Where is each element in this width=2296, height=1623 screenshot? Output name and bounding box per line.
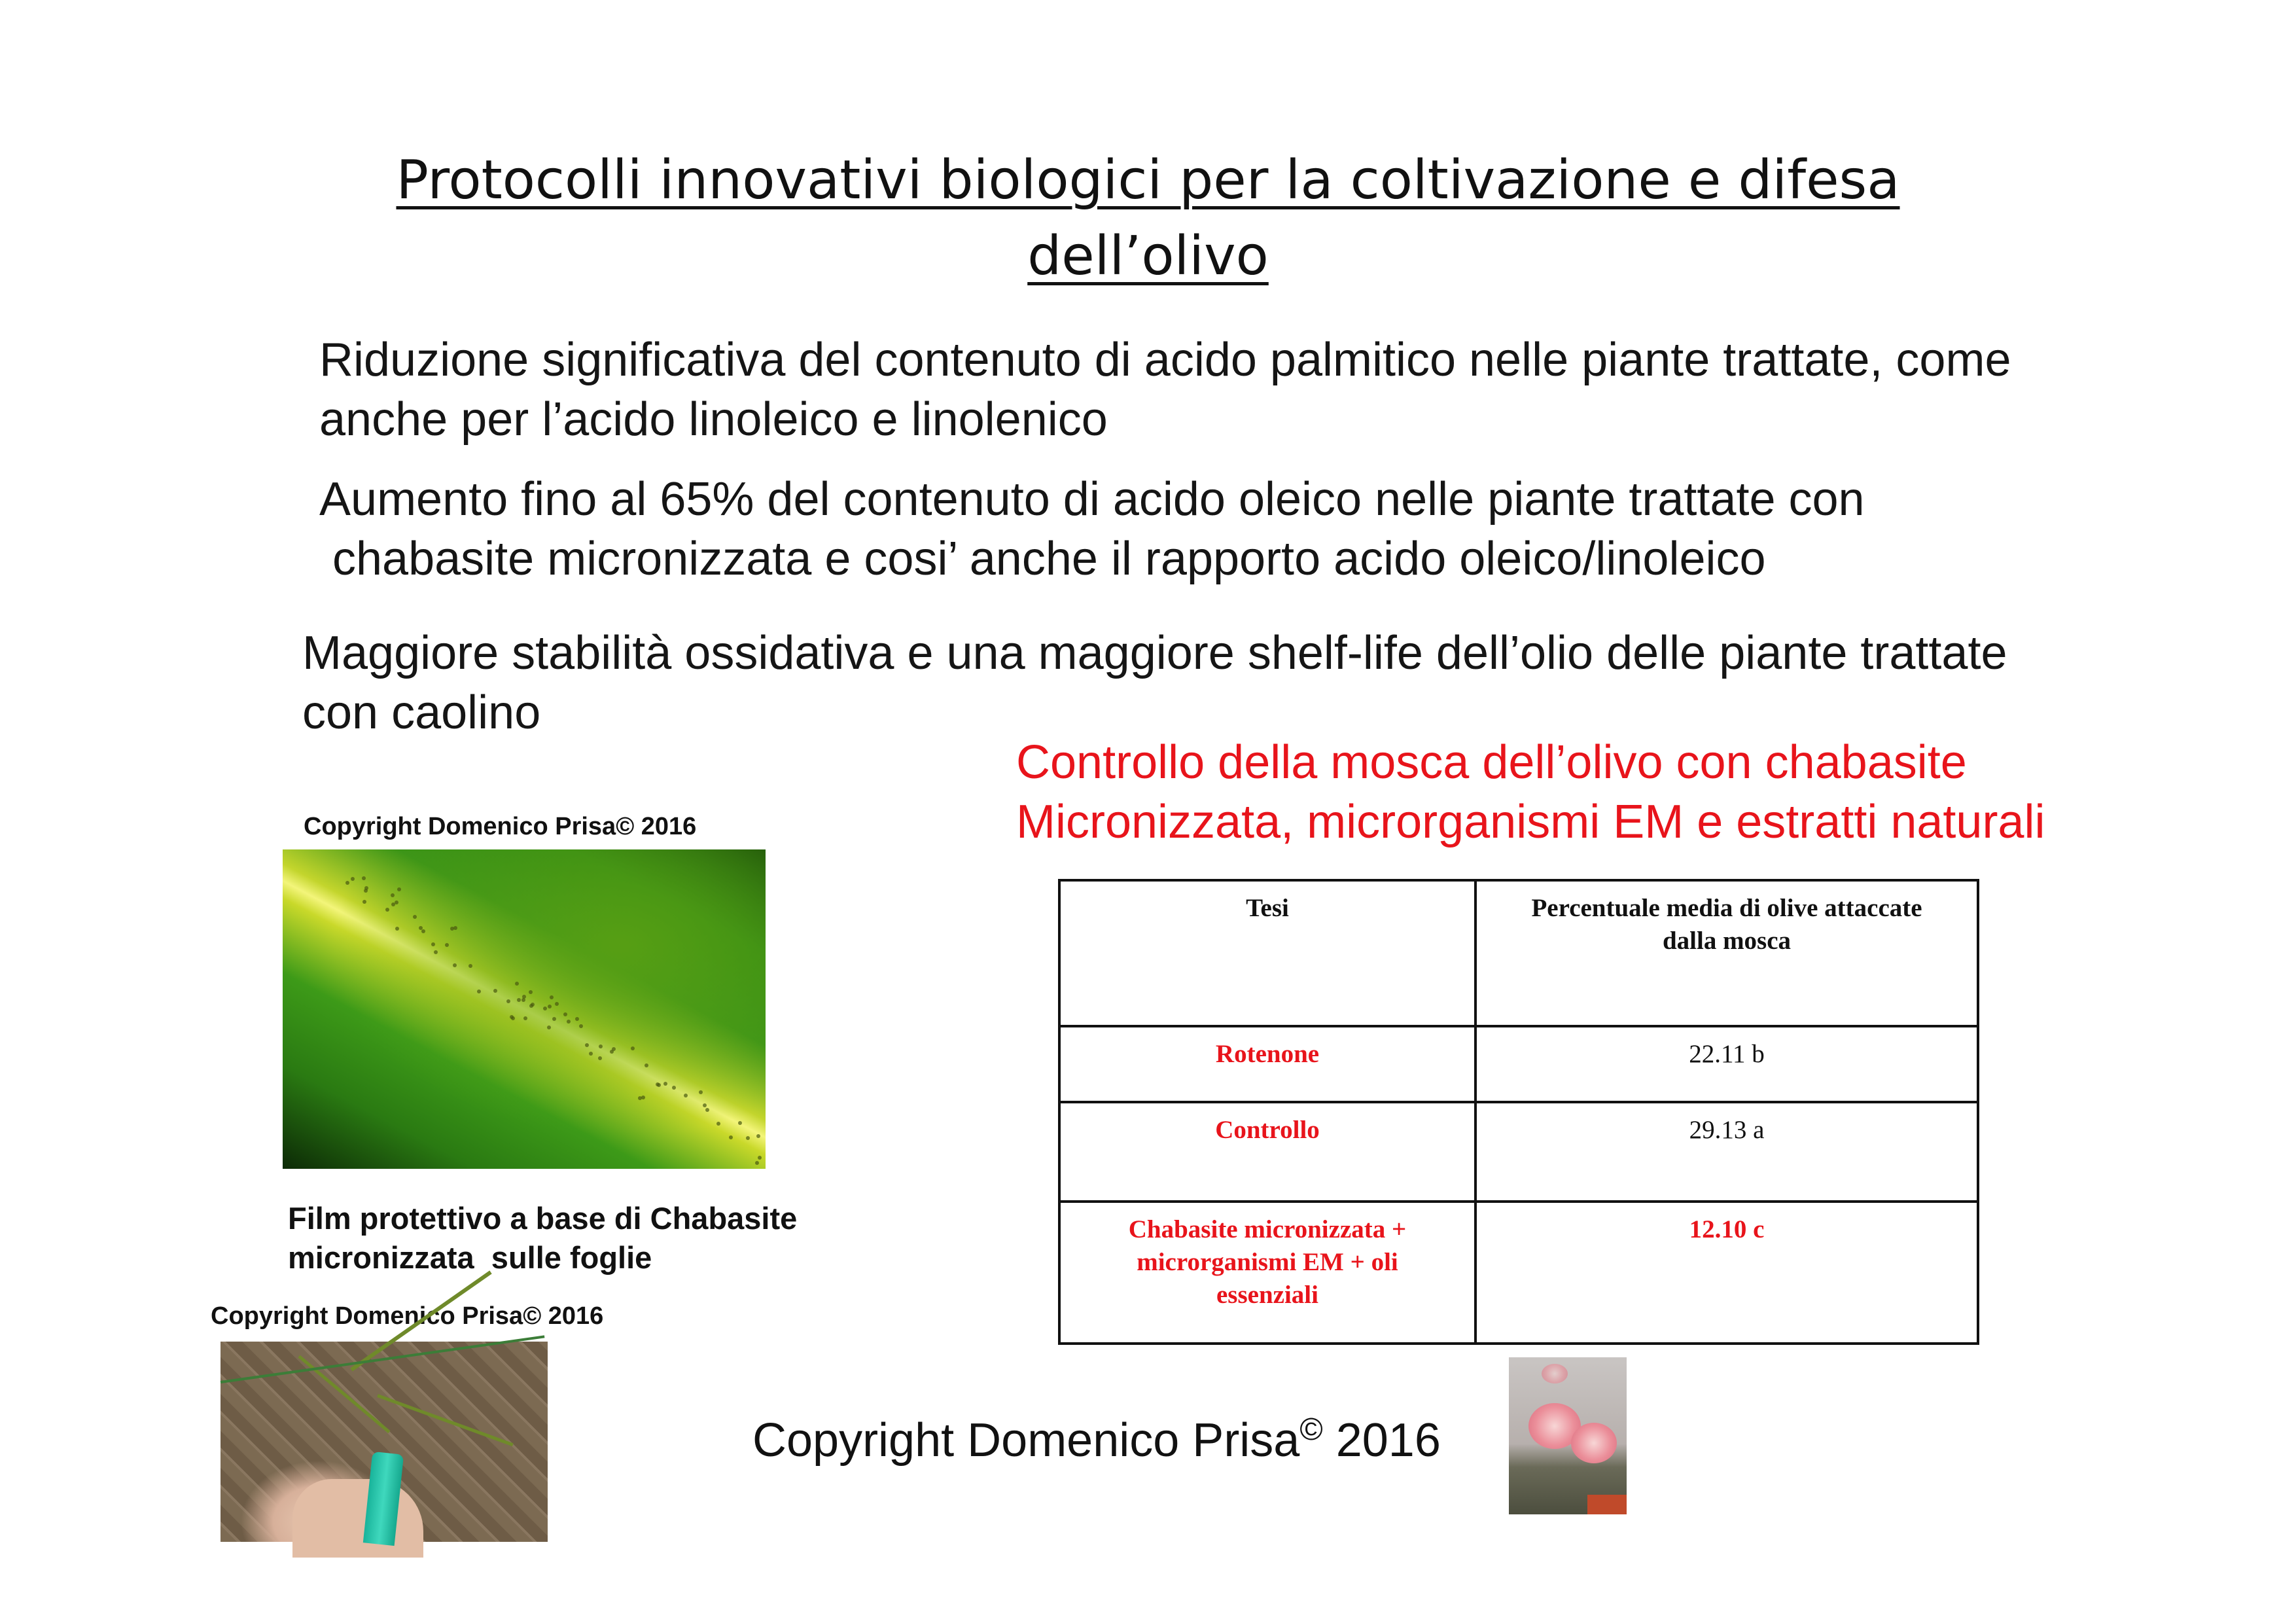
footer-copyright-text: Copyright Domenico Prisa <box>752 1414 1300 1467</box>
leaf-speck <box>756 1134 760 1138</box>
row-valore: 12.10 c <box>1475 1202 1978 1344</box>
row-valore: 29.13 a <box>1475 1102 1978 1202</box>
paragraph-oxidative-stability: Maggiore stabilità ossidativa e una maggiore shelf-life dell’olio delle piante trattate con caolino <box>302 627 2007 739</box>
leaf-speck <box>529 990 533 994</box>
leaf-speck <box>657 1083 661 1087</box>
copyright-symbol: © <box>1299 1412 1323 1447</box>
leaf-speck <box>705 1108 709 1112</box>
table-header-row <box>1059 880 1978 1026</box>
leaf-speck <box>391 902 395 906</box>
leaf-speck <box>672 1086 676 1090</box>
leaf-speck <box>391 893 395 897</box>
page-title <box>0 143 2296 294</box>
leaf-speck <box>703 1103 707 1107</box>
leaf-speck <box>716 1122 720 1126</box>
leaf-speck <box>517 998 521 1002</box>
leaf-photo-copyright: Copyright Domenico Prisa© 2016 <box>304 813 697 840</box>
header-percentuale: Percentuale media di olive attaccate dalla mosca <box>1475 880 1978 1026</box>
leaf-speck <box>699 1090 703 1094</box>
leaf-speck <box>362 900 366 904</box>
leaf-speck <box>413 915 417 919</box>
leaf-speck <box>362 876 366 880</box>
leaf-speck <box>684 1094 688 1097</box>
fly-control-table <box>1058 879 1979 1345</box>
row-tesi: Rotenone <box>1059 1026 1475 1102</box>
leaf-photo-caption: Film protettivo a base di Chabasite micronizzata sulle foglie <box>288 1201 798 1275</box>
leaf-speck <box>453 926 457 930</box>
leaf-speck <box>575 1017 579 1021</box>
leaf-speck <box>599 1044 603 1048</box>
leaf-speck <box>515 982 519 986</box>
cactus-flower-photo <box>1509 1357 1627 1514</box>
leaf-speck <box>521 998 525 1002</box>
leaf-speck <box>529 1004 533 1008</box>
title-line-1: Protocolli innovativi biologici per la coltivazione e difesa <box>396 149 1900 211</box>
leaf-speck <box>543 1007 547 1010</box>
leaf-speck <box>523 1016 527 1020</box>
paragraph-palmitic-acid: Riduzione significativa del contenuto di acido palmitico nelle piante trattate, come anche per l’acido linoleico e linolenico <box>319 334 2011 446</box>
leaf-speck <box>663 1082 667 1086</box>
leaf-speck <box>493 989 497 993</box>
leaf-speck <box>579 1024 583 1028</box>
leaf-speck <box>547 1026 551 1029</box>
leaf-speck <box>477 990 481 993</box>
leaf-speck <box>758 1156 762 1160</box>
leaf-speck <box>598 1056 602 1060</box>
leaf-speck <box>434 950 438 954</box>
title-line-2: dell’olivo <box>1027 225 1269 287</box>
leaf-speck <box>755 1161 759 1165</box>
leaf-speck <box>395 927 399 931</box>
leaf-speck <box>506 999 510 1003</box>
row-tesi: Chabasite micronizzata + microrganismi EM + oli essenziali <box>1059 1202 1475 1344</box>
leaf-speck <box>548 1005 552 1008</box>
row-valore: 22.11 b <box>1475 1026 1978 1102</box>
leaf-speck <box>552 1017 556 1021</box>
leaf-speck <box>555 1002 559 1006</box>
leaf-speck <box>610 1050 614 1054</box>
leaf-speck <box>397 887 401 891</box>
table-row <box>1059 1026 1978 1102</box>
leaf-speck <box>395 901 398 904</box>
leaf-speck <box>345 881 349 885</box>
leaf-speck <box>468 964 472 968</box>
leaf-speck <box>453 963 457 967</box>
leaf-speck <box>421 929 425 933</box>
footer-copyright-year: 2016 <box>1322 1414 1441 1467</box>
leaf-speck <box>746 1136 750 1140</box>
leaf-photo <box>283 849 766 1169</box>
row-tesi: Controllo <box>1059 1102 1475 1202</box>
leaf-speck <box>631 1046 635 1050</box>
leaf-speck <box>738 1121 742 1125</box>
header-tesi: Tesi <box>1059 880 1475 1026</box>
leaf-speck <box>431 942 435 946</box>
leaf-speck <box>385 908 389 912</box>
table-row <box>1059 1102 1978 1202</box>
leaf-speck <box>364 889 368 893</box>
leaf-speck <box>645 1063 648 1067</box>
leaf-speck <box>351 877 355 881</box>
leaf-speck <box>567 1020 571 1024</box>
leaf-photo-label-box <box>283 804 759 851</box>
footer-copyright <box>752 1412 1441 1467</box>
table-row <box>1059 1202 1978 1344</box>
leaf-speck <box>563 1012 567 1016</box>
hand-spray-photo <box>221 1342 548 1542</box>
leaf-speck <box>729 1135 733 1139</box>
leaf-speck <box>585 1043 589 1047</box>
leaf-speck <box>550 995 554 999</box>
leaf-speck <box>589 1052 593 1056</box>
leaf-speck <box>641 1096 645 1099</box>
hand-photo-copyright: Copyright Domenico Prisa© 2016 <box>211 1302 604 1330</box>
leaf-speck <box>419 926 423 930</box>
fly-control-heading: Controllo della mosca dell’olivo con chabasite Micronizzata, microrganismi EM e estratti naturali <box>1016 736 2045 848</box>
paragraph-oleic-acid: Aumento fino al 65% del contenuto di acido oleico nelle piante trattate con chabasite micronizzata e cosi’ anche il rapporto acido oleico/linoleico <box>319 473 1865 585</box>
leaf-speck <box>445 943 449 947</box>
